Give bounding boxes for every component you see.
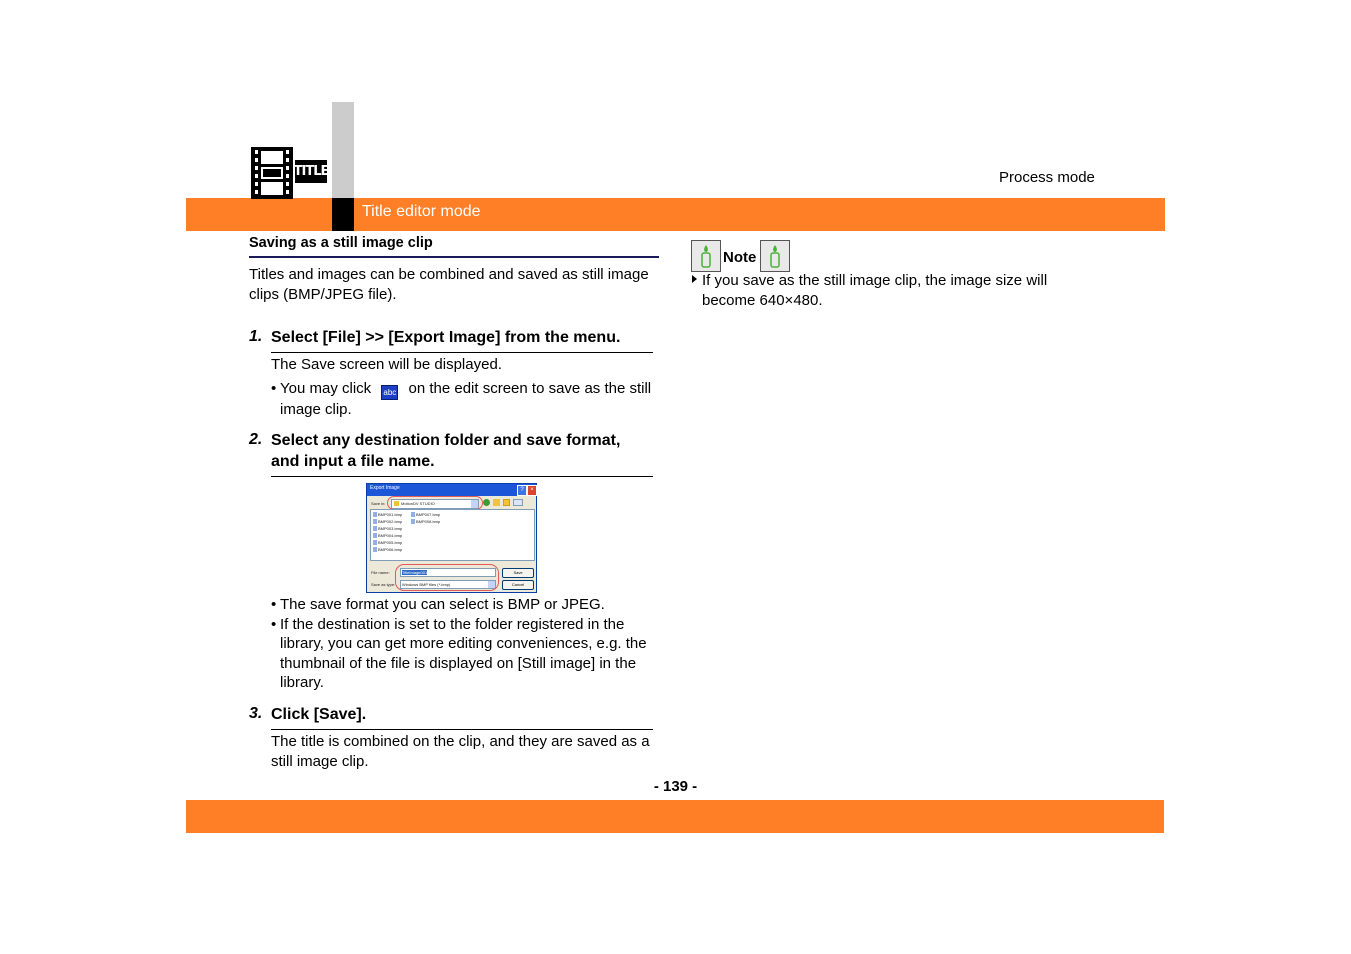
up-folder-icon[interactable] <box>493 499 500 506</box>
file-list[interactable] <box>370 509 535 561</box>
section-rule <box>249 256 659 258</box>
file-name: BMP003.bmp <box>378 526 403 531</box>
page-number: - 139 - <box>653 778 698 795</box>
file-name: BMP006.bmp <box>378 547 403 552</box>
mode-title: Title editor mode <box>362 203 481 220</box>
header-black-tab <box>332 198 354 231</box>
save-in-value: MotionDV STUDIO <box>401 501 435 506</box>
process-mode-label: Process mode <box>999 169 1095 186</box>
list-item: • The save format you can select is BMP or JPEG. <box>271 596 605 613</box>
highlight-ellipse <box>395 564 499 591</box>
bmp-file-icon <box>373 540 377 545</box>
export-image-icon[interactable]: abc <box>381 385 398 400</box>
bmp-file-icon <box>411 512 415 517</box>
note-label: Note <box>723 249 757 266</box>
step-title-line1: Select any destination folder and save format, <box>271 432 621 449</box>
file-name: BMP005.bmp <box>378 540 403 545</box>
save-in-label: Save in: <box>371 501 386 506</box>
note-text: If you save as the still image clip, the image size will become 640×480. <box>702 272 1048 309</box>
candle-icon <box>691 240 721 272</box>
file-item[interactable] <box>373 518 402 525</box>
file-name: BMP004.bmp <box>378 533 403 538</box>
bullet-list <box>271 595 661 693</box>
file-name: BMP007.bmp <box>416 512 441 517</box>
footer-bar <box>186 800 1164 833</box>
export-image-dialog <box>366 483 537 593</box>
bmp-file-icon <box>373 533 377 538</box>
save-button[interactable]: Save <box>502 568 534 578</box>
triangle-bullet-icon <box>691 271 702 310</box>
step-rule <box>271 729 653 730</box>
step-number: 2. <box>249 431 263 448</box>
section-intro: Titles and images can be combined and saved as still image clips (BMP/JPEG file). <box>249 266 649 303</box>
candle-icon <box>760 240 790 272</box>
bmp-file-icon <box>373 512 377 517</box>
note-item <box>691 271 1081 310</box>
bullet-text-after: on the edit screen to save as the still image clip. <box>280 380 652 418</box>
list-item: • If the destination is set to the folder registered in the library, you can get more editing conveniences, e.g. the thumbnail of the file is displayed on [Still image] in the library. <box>271 615 647 691</box>
header-gray-tab <box>332 102 354 198</box>
dialog-titlebar <box>367 484 536 496</box>
back-icon[interactable] <box>483 499 490 506</box>
dialog-title: Export Image <box>370 485 400 491</box>
step-rule <box>271 352 653 353</box>
file-name-label: File name: <box>371 570 390 575</box>
file-item[interactable] <box>373 539 402 546</box>
step-title-line2: and input a file name. <box>271 453 435 470</box>
view-menu-icon[interactable] <box>513 499 523 506</box>
section-title: Saving as a still image clip <box>249 235 433 251</box>
title-badge: TITLE <box>295 160 327 183</box>
file-name: BMP008.bmp <box>416 519 441 524</box>
file-item[interactable] <box>373 546 402 553</box>
close-icon[interactable]: × <box>527 485 537 496</box>
step-number: 3. <box>249 705 263 722</box>
step-body: The Save screen will be displayed. <box>271 356 502 373</box>
step-title: Select [File] >> [Export Image] from the menu. <box>271 329 621 346</box>
bmp-file-icon <box>411 519 415 524</box>
cancel-button[interactable]: Cancel <box>502 580 534 590</box>
film-strip-icon <box>251 147 293 199</box>
file-name: BMP002.bmp <box>378 519 403 524</box>
save-as-type-label: Save as type: <box>371 582 396 587</box>
file-name: BMP001.bmp <box>378 512 403 517</box>
step-number: 1. <box>249 328 263 345</box>
bmp-file-icon <box>373 519 377 524</box>
file-item[interactable] <box>411 511 440 518</box>
step-rule <box>271 476 653 477</box>
bmp-file-icon <box>373 526 377 531</box>
file-item[interactable] <box>373 532 402 539</box>
list-item: • You may click abc on the edit screen to save as the still image clip. <box>271 380 652 418</box>
file-item[interactable] <box>373 525 402 532</box>
new-folder-icon[interactable] <box>503 499 510 506</box>
save-as-type-value: Windows BMP files (*.bmp) <box>402 582 451 587</box>
bmp-file-icon <box>373 547 377 552</box>
file-item[interactable] <box>373 511 402 518</box>
file-item[interactable] <box>411 518 440 525</box>
step-title: Click [Save]. <box>271 706 367 723</box>
bullet-text-before: You may click <box>280 380 372 397</box>
help-icon[interactable]: ? <box>517 485 527 496</box>
file-name-value: TitleImage001 <box>402 570 428 575</box>
highlight-ellipse <box>387 496 483 510</box>
step-body: The title is combined on the clip, and they are saved as a still image clip. <box>271 733 650 770</box>
